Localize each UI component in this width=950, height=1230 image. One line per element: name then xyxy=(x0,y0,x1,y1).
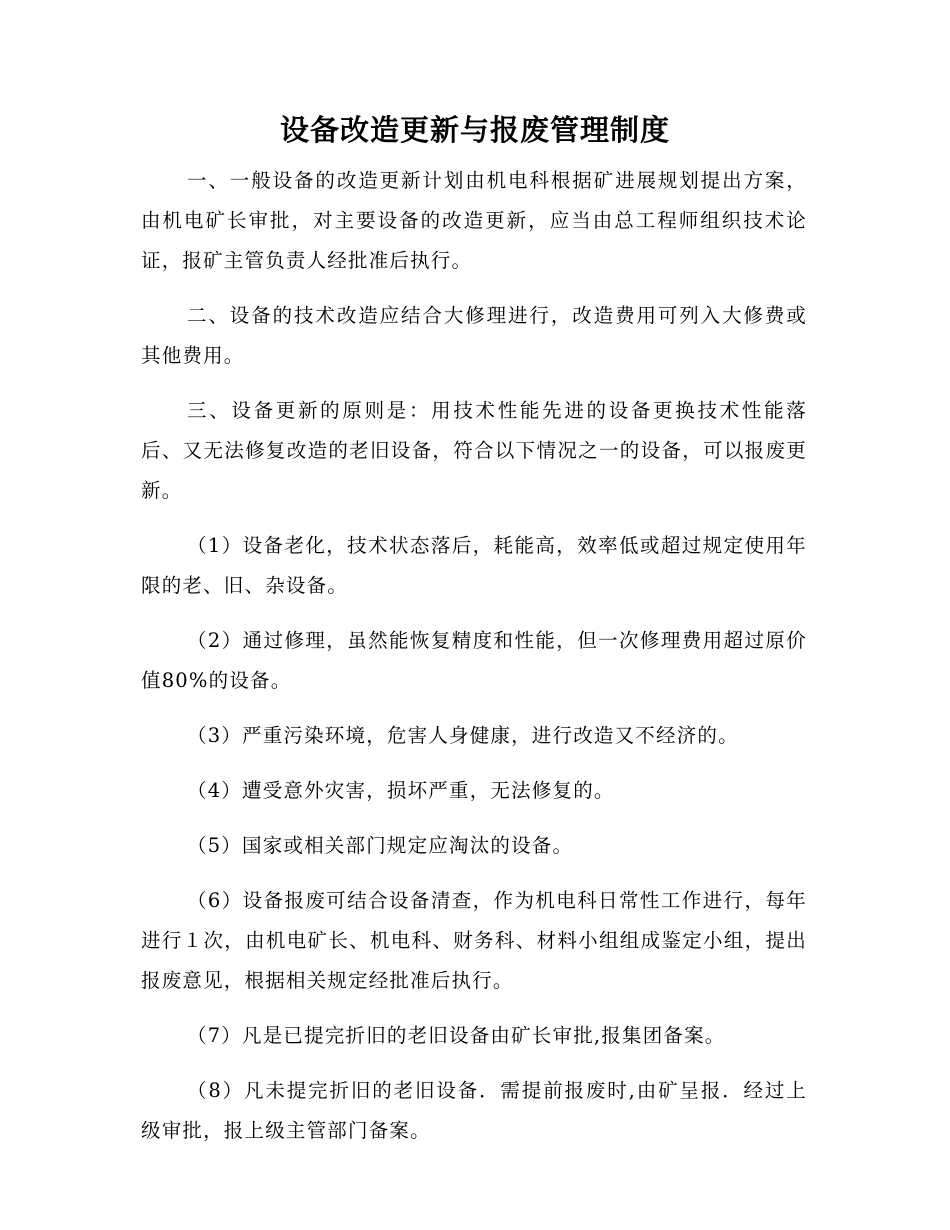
list-item-2: （2）通过修理，虽然能恢复精度和性能，但一次修理费用超过原价值80%的设备。 xyxy=(141,629,807,692)
paragraph-2: 二、设备的技术改造应结合大修理进行，改造费用可列入大修费或其他费用。 xyxy=(141,304,807,367)
document-body xyxy=(141,161,807,1166)
page-title: 设备改造更新与报废管理制度 xyxy=(279,113,670,147)
list-item-4: （4）遭受意外灾害，损坏严重，无法修复的。 xyxy=(187,779,615,802)
list-item-3: （3）严重污染环境，危害人身健康，进行改造又不经济的。 xyxy=(187,724,739,747)
list-item-1: （1）设备老化，技术状态落后，耗能高，效率低或超过规定使用年限的老、旧、杂设备。 xyxy=(141,534,807,597)
paragraph-1: 一、一般设备的改造更新计划由机电科根据矿进展规划提出方案，由机电矿长审批，对主要设备的改造更新，应当由总工程师组织技术论证，报矿主管负责人经批准后执行。 xyxy=(141,169,807,272)
list-item-6: （6）设备报废可结合设备清查，作为机电科日常性工作进行，每年进行１次，由机电矿长、机电科、财务科、材料小组组成鉴定小组，提出报废意见，根据相关规定经批准后执行。 xyxy=(141,889,807,992)
list-item-8: （8）凡未提完折旧的老旧设备．需提前报废时,由矿呈报．经过上级审批，报上级主管部门备案。 xyxy=(141,1079,807,1142)
list-item-7: （7）凡是已提完折旧的老旧设备由矿长审批,报集团备案。 xyxy=(187,1024,726,1047)
list-item-5: （5）国家或相关部门规定应淘汰的设备。 xyxy=(187,834,574,857)
paragraph-3: 三、设备更新的原则是：用技术性能先进的设备更换技术性能落后、又无法修复改造的老旧设备，符合以下情况之一的设备，可以报废更新。 xyxy=(141,399,807,502)
